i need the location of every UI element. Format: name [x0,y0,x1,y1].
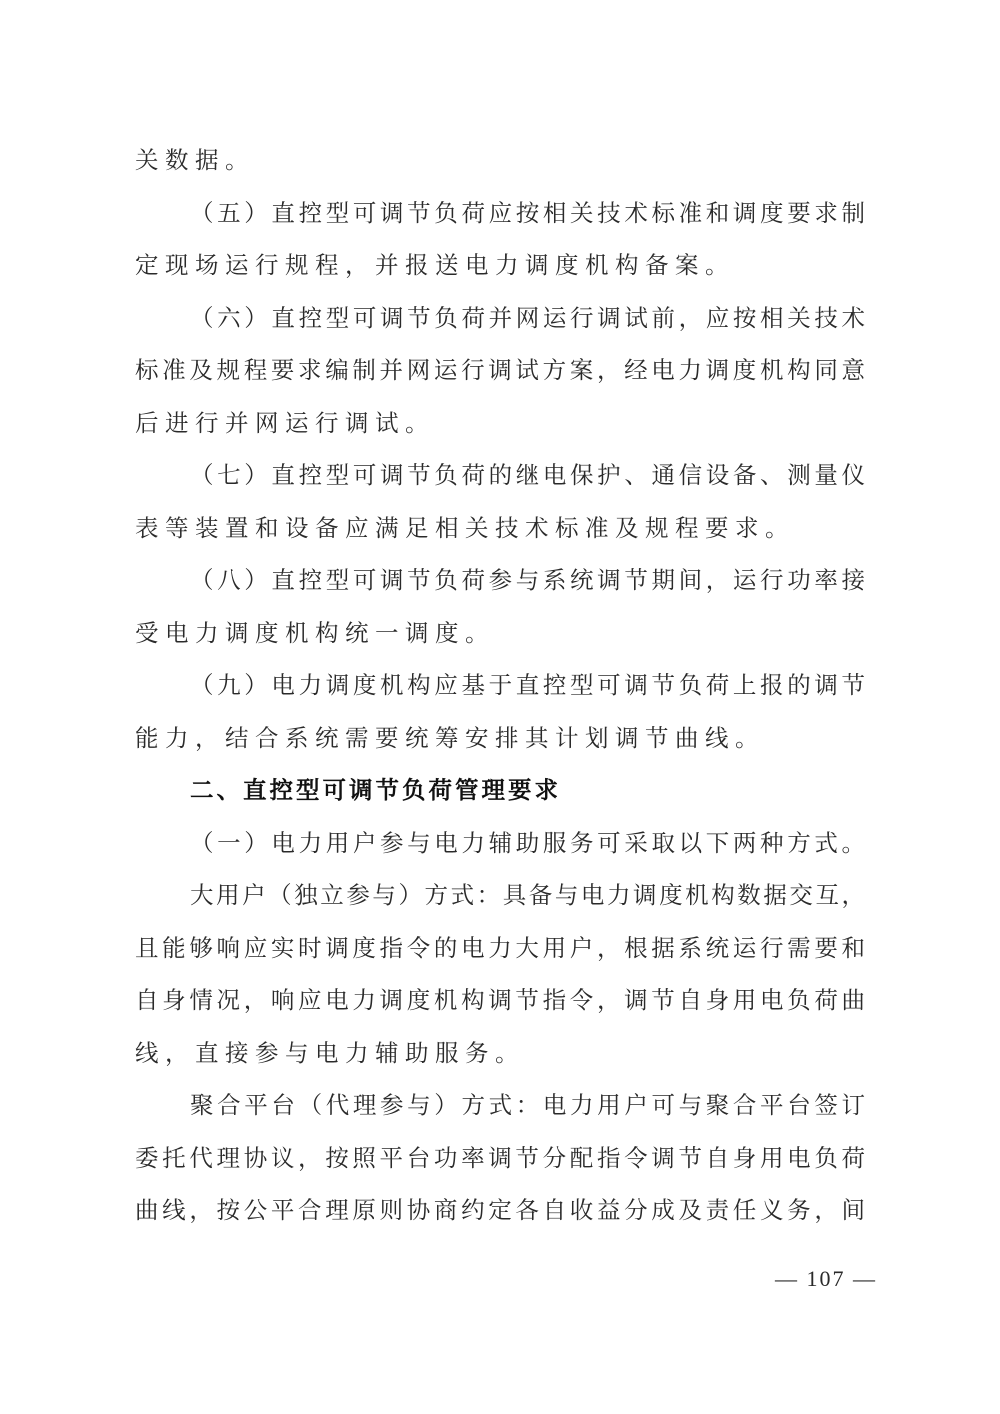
text-line: （八）直控型可调节负荷参与系统调节期间，运行功率接 [190,566,865,594]
text-line: 大用户（独立参与）方式：具备与电力调度机构数据交互， [190,881,865,909]
text-line: 且能够响应实时调度指令的电力大用户，根据系统运行需要和 [135,933,865,962]
text-line: 自身情况，响应电力调度机构调节指令，调节自身用电负荷曲 [135,986,865,1014]
section-heading: 二、直控型可调节负荷管理要求 [190,776,561,804]
text-line: 受电力调度机构统一调度。 [135,618,495,647]
text-line: （九）电力调度机构应基于直控型可调节负荷上报的调节 [190,671,865,699]
text-line: 后进行并网运行调试。 [135,408,435,437]
text-line: 委托代理协议，按照平台功率调节分配指令调节自身用电负荷 [135,1143,865,1172]
text-line: 曲线，按公平合理原则协商约定各自收益分成及责任义务，间 [135,1196,865,1224]
text-line: （五）直控型可调节负荷应按相关技术标准和调度要求制 [190,198,865,227]
text-line: （六）直控型可调节负荷并网运行调试前，应按相关技术 [190,303,865,332]
page-number: — 107 — [775,1266,877,1291]
text-line: 关数据。 [135,146,255,174]
text-line: 能力，结合系统需要统筹安排其计划调节曲线。 [135,723,765,752]
text-line: 线，直接参与电力辅助服务。 [135,1038,525,1067]
text-line: （七）直控型可调节负荷的继电保护、通信设备、测量仪 [190,461,865,489]
text-line: 聚合平台（代理参与）方式：电力用户可与聚合平台签订 [190,1091,865,1119]
document-body [135,140,865,1243]
text-line: （一）电力用户参与电力辅助服务可采取以下两种方式。 [190,828,865,857]
text-line: 表等装置和设备应满足相关技术标准及规程要求。 [135,513,795,542]
text-line: 标准及规程要求编制并网运行调试方案，经电力调度机构同意 [135,356,865,384]
text-line: 定现场运行规程，并报送电力调度机构备案。 [135,251,735,279]
